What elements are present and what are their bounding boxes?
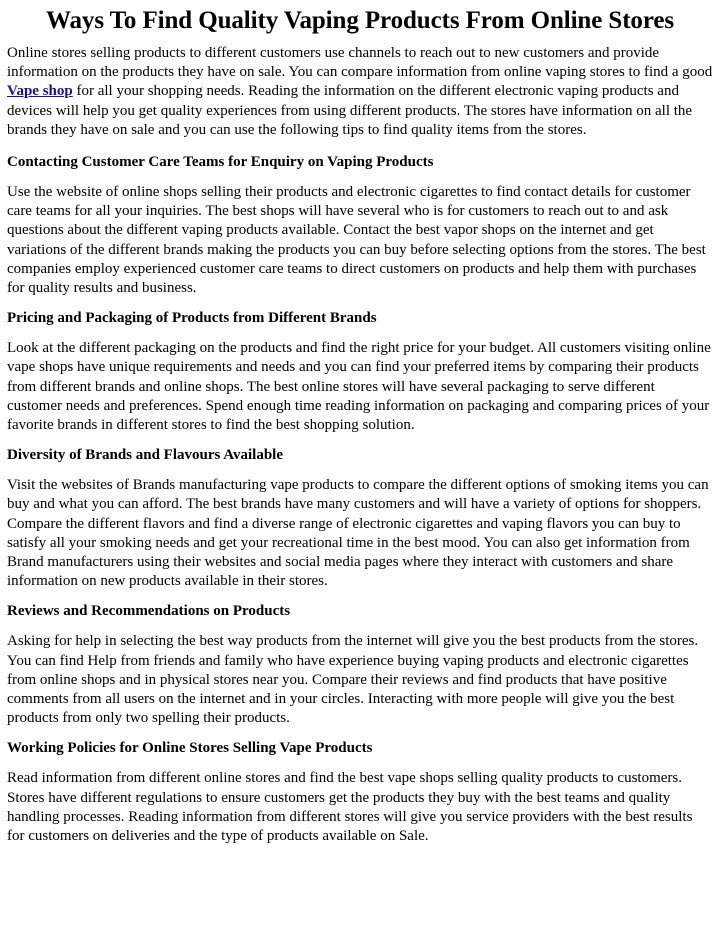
section-heading-customer-care: Contacting Customer Care Teams for Enquiry on Vaping Products — [7, 154, 434, 171]
section-body-reviews: Asking for help in selecting the best way products from the internet will give you the best products from the stores. You can find Help from friends and family who have experience buying vaping products and electronic cigarettes from online shops and in physical stores near you. Compare their reviews and find products that have positive comments from all users on the internet and in your circles. Interacting with more people will give you the best products from only two spelling their products. — [7, 633, 699, 727]
intro-text-before-link: Online stores selling products to different customers use channels to reach out to new customers and provide information on the products they have on sale. You can compare information from online vaping stores to find a good — [7, 45, 713, 81]
page-title: Ways To Find Quality Vaping Products From Online Stores — [46, 7, 674, 34]
intro-text-after-link: for all your shopping needs. Reading the information on the different electronic vaping products and devices will help you get quality experiences from using different products. The stores have information on all the brands they have on sale and you can use the following tips to find quality items from the stores. — [7, 83, 693, 138]
section-heading-pricing-packaging: Pricing and Packaging of Products from Different Brands — [7, 310, 377, 327]
section-body-policies: Read information from different online stores and find the best vape shops selling quality products to customers. Stores have different regulations to ensure customers get the products they buy with the best teams and quality handling processes. Reading information from different stores will give you service providers with the best results for customers on deliveries and the type of products available on Sale. — [7, 770, 693, 845]
section-body-brands-flavours: Visit the websites of Brands manufacturing vape products to compare the different options of smoking items you can buy and what you can afford. The best brands have many customers and will have a variety of options for shoppers. Compare the different flavors and find a diverse range of electronic cigarettes and vaping flavors you can buy to satisfy all your smoking needs and get your recreational time in the best mood. You can also get information from Brand manufacturers using their websites and social media pages where they interact with customers and share information on new products available in their stores. — [7, 477, 709, 590]
vape-shop-link[interactable]: Vape shop — [7, 83, 73, 100]
section-body-customer-care: Use the website of online shops selling their products and electronic cigarettes to find contact details for customer care teams for all your inquiries. The best shops will have several who is for customers to reach out to and ask questions about the different vaping products available. Contact the best vapor shops on the internet and get variations of the different brands making the products you can buy before selecting options from the stores. The best companies employ experienced customer care teams to direct customers on products and help them with purchases for quality results and business. — [7, 184, 706, 297]
section-body-pricing-packaging: Look at the different packaging on the products and find the right price for your budget. All customers visiting online vape shops have unique requirements and needs and you can find your preferred items by comparing their products from different brands and online shops. The best online stores will have several packaging to serve different customer needs and preferences. Spend enough time reading information on packaging and comparing prices of your favorite brands in different stores to find the best shopping solution. — [7, 340, 711, 434]
intro-paragraph — [7, 44, 713, 140]
section-heading-policies: Working Policies for Online Stores Selling Vape Products — [7, 740, 373, 757]
section-heading-reviews: Reviews and Recommendations on Products — [7, 603, 291, 620]
section-heading-brands-flavours: Diversity of Brands and Flavours Available — [7, 447, 283, 464]
